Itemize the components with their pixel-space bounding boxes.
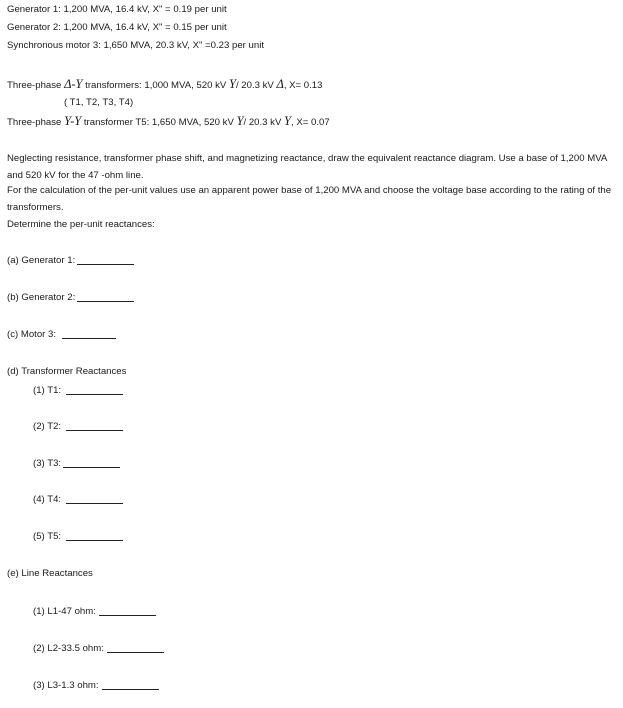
y-y-symbol: Y-Y bbox=[64, 114, 82, 128]
question-d5 bbox=[33, 531, 123, 543]
question-e2 bbox=[33, 643, 164, 655]
instructions-paragraph-3: Determine the per-unit reactances: bbox=[7, 219, 155, 230]
question-e3-label: (3) L3-1.3 ohm: bbox=[33, 680, 99, 691]
delta-symbol: Δ bbox=[276, 77, 284, 91]
question-d3-label: (3) T3: bbox=[33, 458, 62, 469]
answer-blank-c[interactable] bbox=[62, 338, 116, 339]
answer-blank-e1[interactable] bbox=[99, 615, 156, 616]
yy-suffix: , X= 0.07 bbox=[291, 117, 330, 128]
delta-y-symbol: Δ-Y bbox=[64, 77, 83, 91]
answer-blank-d3[interactable] bbox=[63, 467, 120, 468]
yy-prefix: Three-phase bbox=[7, 117, 65, 128]
question-d4-label: (4) T4: bbox=[33, 494, 62, 505]
dy-prefix: Three-phase bbox=[7, 80, 65, 91]
answer-blank-a[interactable] bbox=[77, 264, 134, 265]
question-d2 bbox=[33, 421, 123, 433]
question-d2-label: (2) T2: bbox=[33, 421, 62, 432]
question-e1-label: (1) L1-47 ohm: bbox=[33, 606, 96, 617]
answer-blank-e3[interactable] bbox=[102, 689, 159, 690]
question-b-label: (b) Generator 2: bbox=[7, 292, 76, 303]
question-d5-label: (5) T5: bbox=[33, 531, 62, 542]
answer-blank-d2[interactable] bbox=[66, 430, 123, 431]
question-a-label: (a) Generator 1: bbox=[7, 255, 76, 266]
question-e-heading: (e) Line Reactances bbox=[7, 568, 93, 579]
instructions-paragraph-1: Neglecting resistance, transformer phase shift, and magnetizing reactance, draw the equivalent reactance diagram. Use a base of 1,200 MVA and 520 kV for the 47 -ohm line. bbox=[7, 153, 607, 181]
question-d1 bbox=[33, 385, 123, 397]
answer-blank-d4[interactable] bbox=[66, 503, 123, 504]
question-d-heading: (d) Transformer Reactances bbox=[7, 366, 127, 377]
question-d1-label: (1) T1: bbox=[33, 385, 62, 396]
answer-blank-e2[interactable] bbox=[107, 652, 164, 653]
yy-transformer-spec bbox=[7, 114, 330, 129]
motor-3-spec: Synchronous motor 3: 1,650 MVA, 20.3 kV, X" =0.23 per unit bbox=[7, 40, 264, 51]
question-e2-label: (2) L2-33.5 ohm: bbox=[33, 643, 104, 654]
dy-transformer-list: ( T1, T2, T3, T4) bbox=[64, 97, 134, 108]
question-c-label: (c) Motor 3: bbox=[7, 329, 57, 340]
question-e3 bbox=[33, 680, 159, 692]
dy-mid2: / 20.3 kV bbox=[235, 80, 277, 91]
y-symbol: Y bbox=[284, 114, 291, 128]
generator-1-spec: Generator 1: 1,200 MVA, 16.4 kV, X" = 0.19 per unit bbox=[7, 4, 227, 15]
instructions-paragraph-2: For the calculation of the per-unit values use an apparent power base of 1,200 MVA and choose the voltage base according to the rating of the transformers. bbox=[7, 185, 612, 213]
question-d3 bbox=[33, 458, 120, 470]
y-symbol: Y bbox=[236, 114, 244, 128]
dy-mid1: transformers: 1,000 MVA, 520 kV bbox=[82, 80, 229, 91]
answer-blank-b[interactable] bbox=[77, 301, 134, 302]
y-symbol: Y bbox=[228, 77, 236, 91]
answer-blank-d1[interactable] bbox=[66, 394, 123, 395]
question-a bbox=[7, 255, 134, 267]
yy-mid1: transformer T5: 1,650 MVA, 520 kV bbox=[81, 117, 237, 128]
question-e1 bbox=[33, 606, 156, 618]
yy-mid2: / 20.3 kV bbox=[243, 117, 285, 128]
question-c bbox=[7, 329, 116, 341]
question-d4 bbox=[33, 494, 123, 506]
question-b bbox=[7, 292, 134, 304]
generator-2-spec: Generator 2: 1,200 MVA, 16.4 kV, X" = 0.15 per unit bbox=[7, 22, 227, 33]
dy-suffix: , X= 0.13 bbox=[283, 80, 323, 91]
dy-transformer-spec bbox=[7, 77, 322, 92]
answer-blank-d5[interactable] bbox=[66, 540, 123, 541]
